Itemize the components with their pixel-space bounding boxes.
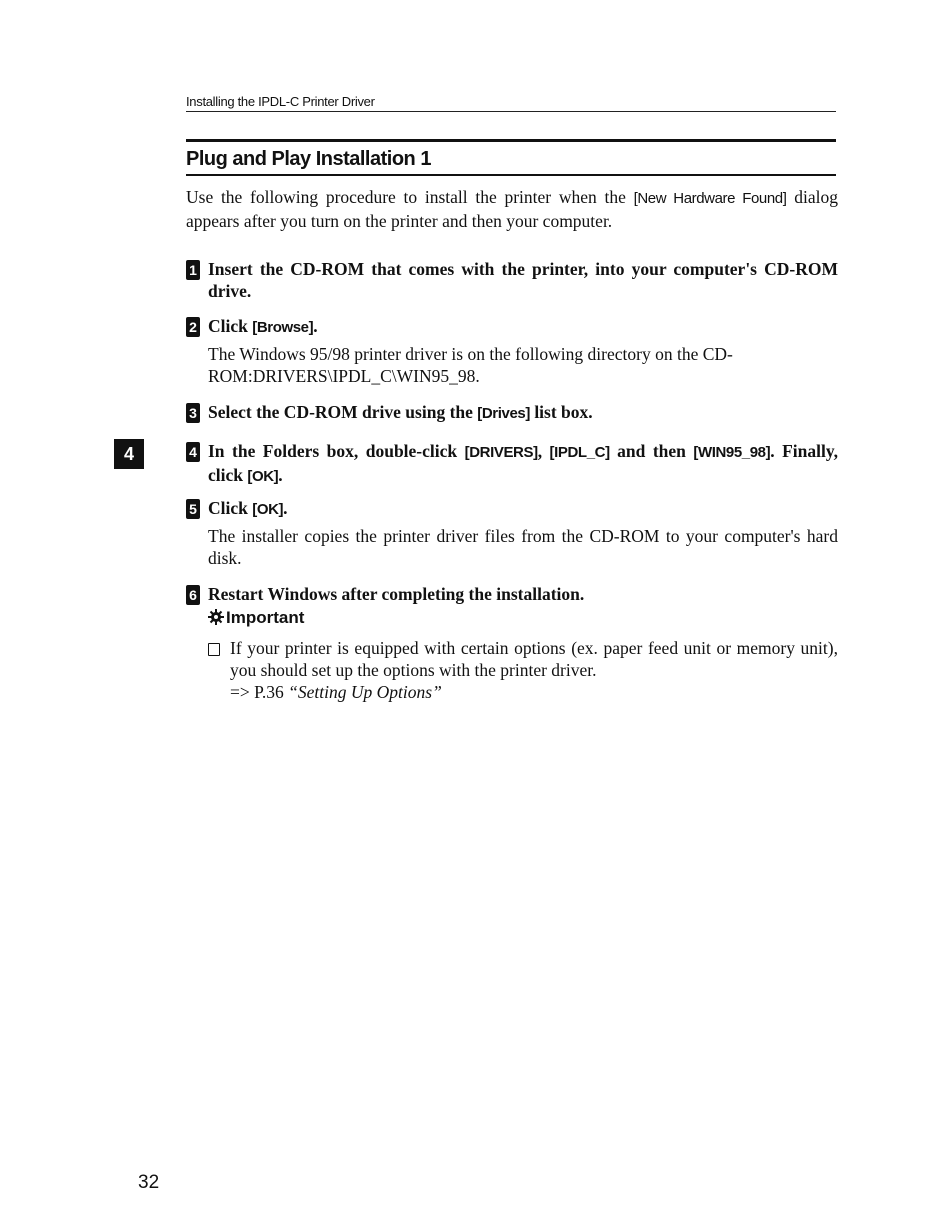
step-1-instruction: Insert the CD-ROM that comes with the printer, into your computer's CD-ROM drive. [208,259,838,301]
checkbox-bullet-icon [208,643,220,656]
ipdl-c-keyword: [IPDL_C] [549,444,610,461]
page-title: Plug and Play Installation 1 [186,148,431,170]
step-4-instruction: In the Folders box, double-click [DRIVERS], [IPDL_C] and then [WIN95_98]. Finally, click [OK]. [208,441,838,485]
step-2 [186,315,838,387]
important-icon [208,609,224,625]
chapter-tab: 4 [114,439,144,469]
running-header: Installing the IPDL-C Printer Driver [186,94,836,112]
important-heading: Important [208,608,304,628]
step-5 [186,497,838,569]
step-number-6: 6 [186,585,200,605]
step-number-3: 3 [186,403,200,423]
step-5-instruction: Click [OK]. [208,498,288,518]
browse-keyword: [Browse] [252,319,314,336]
drives-keyword: [Drives] [477,405,530,422]
page-number: 32 [138,1172,160,1193]
drivers-keyword: [DRIVERS] [464,444,538,461]
step-number-4: 4 [186,442,200,462]
title-rule-top [186,139,836,142]
step-1 [186,258,838,302]
step-4 [186,440,838,488]
ok-keyword: [OK] [247,468,279,485]
ok-keyword: [OK] [252,501,284,518]
step-6-instruction: Restart Windows after completing the installation. [208,584,585,604]
step-2-description: The Windows 95/98 printer driver is on the following directory on the CD-ROM:DRIVERS\IPDL_C\WIN95_98. [208,344,733,386]
cross-reference: => P.36 “Setting Up Options” [230,682,442,702]
step-3-instruction: Select the CD-ROM drive using the [Drives] list box. [208,402,593,422]
intro-paragraph: Use the following procedure to install the printer when the [New Hardware Found] dialog appears after you turn on the printer and then your computer. [186,187,838,231]
step-6 [186,583,838,605]
new-hardware-found-keyword: [New Hardware Found] [633,190,787,207]
step-2-instruction: Click [Browse]. [208,316,318,336]
step-number-5: 5 [186,499,200,519]
step-number-2: 2 [186,317,200,337]
win95-98-keyword: [WIN95_98] [693,444,771,461]
step-3 [186,401,838,425]
step-number-1: 1 [186,260,200,280]
note-text: If your printer is equipped with certain options (ex. paper feed unit or memory unit), you should set up the options with the printer driver. [230,638,838,680]
title-rule-bottom [186,174,836,176]
step-5-description: The installer copies the printer driver files from the CD-ROM to your computer's hard disk. [208,526,838,568]
important-note [208,637,838,703]
reference-title: “Setting Up Options” [288,682,442,702]
